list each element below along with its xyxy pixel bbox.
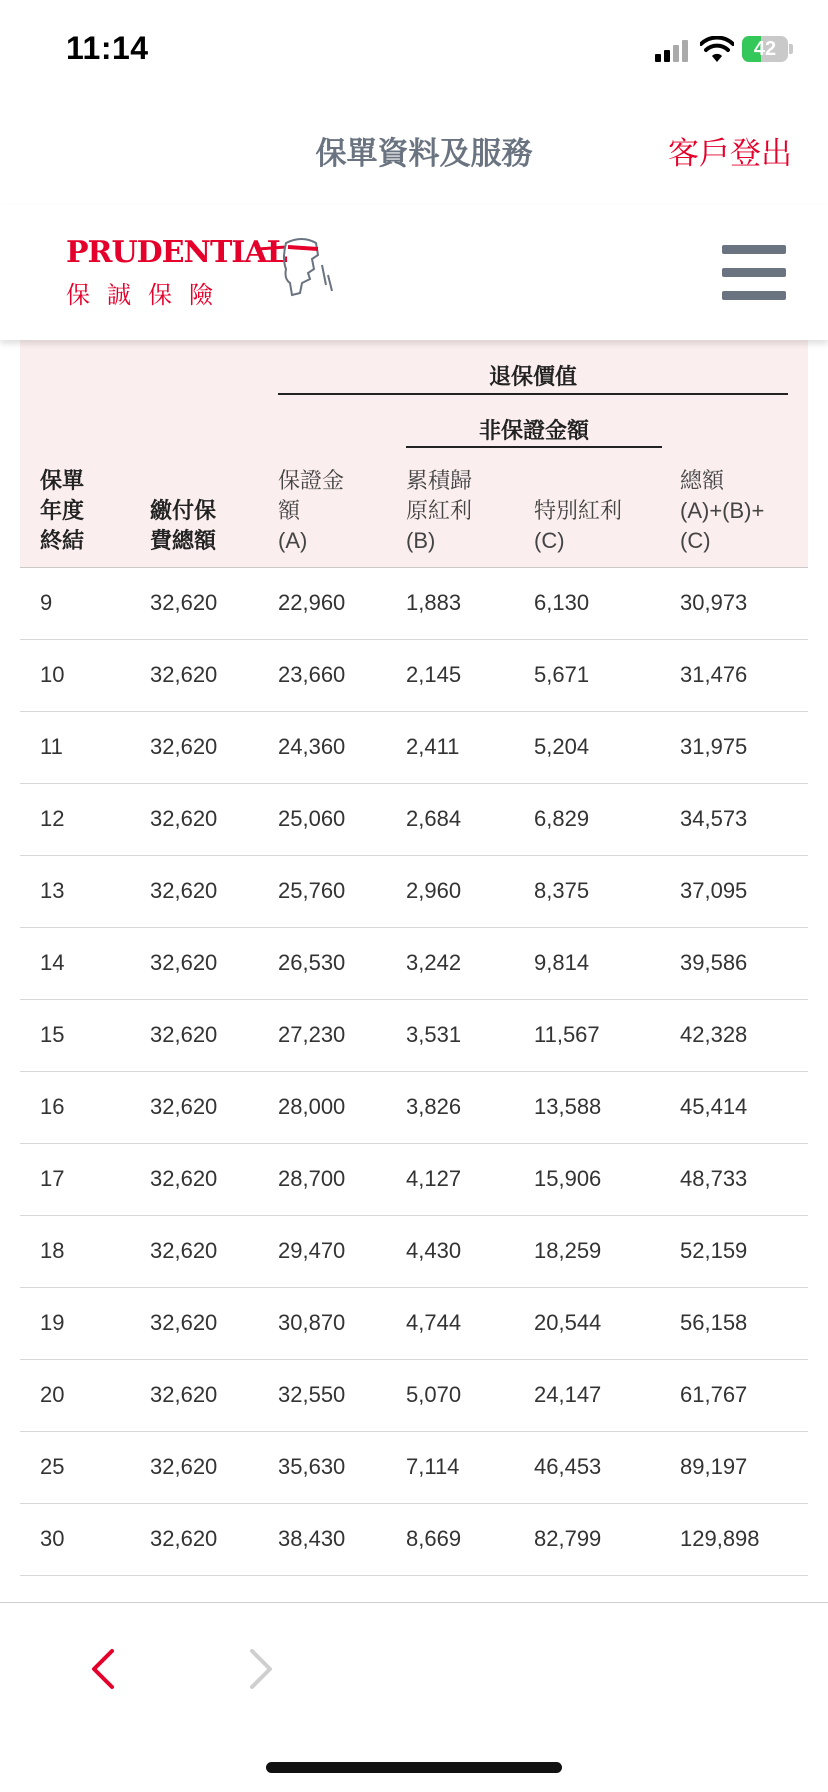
battery-percent: 42 <box>753 38 777 60</box>
cell-policy-year: 19 <box>40 1310 65 1335</box>
table-row <box>20 1360 808 1432</box>
battery-icon <box>742 36 788 62</box>
brand-bar <box>0 205 828 340</box>
cell-reversionary-bonus: 4,430 <box>406 1238 462 1263</box>
group-underline <box>278 393 788 395</box>
cellular-signal-icon <box>655 40 689 62</box>
table-row <box>20 712 808 784</box>
cell-policy-year: 13 <box>40 878 65 903</box>
cell-policy-year: 16 <box>40 1094 65 1119</box>
cell-policy-year: 12 <box>40 806 65 831</box>
prudence-head-icon <box>256 235 336 299</box>
cell-reversionary-bonus: 2,960 <box>406 878 462 903</box>
cell-special-bonus: 8,375 <box>534 878 590 903</box>
logo-chinese-name: 保誠保險 <box>66 282 230 309</box>
cell-policy-year: 18 <box>40 1238 65 1263</box>
cell-reversionary-bonus: 7,114 <box>406 1454 460 1479</box>
cell-guaranteed: 25,760 <box>278 878 346 903</box>
cell-guaranteed: 29,470 <box>278 1238 346 1263</box>
cell-policy-year: 17 <box>40 1166 65 1191</box>
cell-guaranteed: 28,000 <box>278 1094 346 1119</box>
cell-special-bonus: 9,814 <box>534 950 590 975</box>
status-bar <box>0 0 828 100</box>
cell-premium: 32,620 <box>150 1382 218 1407</box>
cell-guaranteed: 26,530 <box>278 950 346 975</box>
cell-reversionary-bonus: 1,883 <box>406 590 462 615</box>
wifi-icon <box>700 36 734 64</box>
cell-special-bonus: 15,906 <box>534 1166 602 1191</box>
chevron-right-icon[interactable] <box>240 1647 280 1691</box>
cell-policy-year: 11 <box>40 734 63 759</box>
cell-premium: 32,620 <box>150 1238 218 1263</box>
cell-premium: 32,620 <box>150 878 218 903</box>
subgroup-underline <box>406 446 662 448</box>
table-row <box>20 640 808 712</box>
cell-guaranteed: 22,960 <box>278 590 346 615</box>
cell-policy-year: 9 <box>40 590 53 615</box>
table-row <box>20 1000 808 1072</box>
cell-total: 48,733 <box>680 1166 748 1191</box>
cell-special-bonus: 6,829 <box>534 806 590 831</box>
table-row <box>20 784 808 856</box>
col-header-premium: 繳付保 費總額 <box>150 498 217 553</box>
cell-guaranteed: 30,870 <box>278 1310 346 1335</box>
cell-reversionary-bonus: 4,127 <box>406 1166 462 1191</box>
table-row <box>20 856 808 928</box>
battery-cap <box>789 44 793 54</box>
cell-special-bonus: 20,544 <box>534 1310 602 1335</box>
cell-policy-year: 25 <box>40 1454 65 1479</box>
cell-special-bonus: 11,567 <box>534 1022 600 1047</box>
table-row <box>20 1576 808 1602</box>
cell-guaranteed: 32,550 <box>278 1382 346 1407</box>
cell-premium: 32,620 <box>150 1454 218 1479</box>
cell-special-bonus: 18,259 <box>534 1238 602 1263</box>
table-row <box>20 1288 808 1360</box>
cell-reversionary-bonus: 2,684 <box>406 806 462 831</box>
cell-reversionary-bonus: 8,669 <box>406 1526 462 1551</box>
cell-guaranteed: 25,060 <box>278 806 346 831</box>
cell-total: 52,159 <box>680 1238 748 1263</box>
cell-total: 89,197 <box>680 1454 748 1479</box>
cell-reversionary-bonus: 4,744 <box>406 1310 462 1335</box>
table-row <box>20 1072 808 1144</box>
cell-premium: 32,620 <box>150 1022 218 1047</box>
cell-total: 34,573 <box>680 806 748 831</box>
cell-total: 30,973 <box>680 590 748 615</box>
cell-special-bonus: 6,130 <box>534 590 590 615</box>
cell-total: 31,975 <box>680 734 748 759</box>
table-row <box>20 1216 808 1288</box>
cell-special-bonus: 82,799 <box>534 1526 602 1551</box>
cell-guaranteed: 23,660 <box>278 662 346 687</box>
table-row <box>20 568 808 640</box>
cell-reversionary-bonus: 3,826 <box>406 1094 462 1119</box>
cell-total: 31,476 <box>680 662 748 687</box>
cell-total: 39,586 <box>680 950 748 975</box>
cell-reversionary-bonus: 3,242 <box>406 950 462 975</box>
table-row <box>20 1432 808 1504</box>
cell-premium: 32,620 <box>150 1094 218 1119</box>
cell-special-bonus: 13,588 <box>534 1094 602 1119</box>
cell-guaranteed: 35,630 <box>278 1454 346 1479</box>
col-header-reversionary-bonus: 累積歸 原紅利 (B) <box>406 468 473 553</box>
col-header-policy-year: 保單 年度 終結 <box>40 468 85 553</box>
cell-reversionary-bonus: 5,070 <box>406 1382 462 1407</box>
table-row <box>20 1144 808 1216</box>
cell-premium: 32,620 <box>150 1526 218 1551</box>
cell-policy-year: 30 <box>40 1526 65 1551</box>
col-header-total: 總額 (A)+(B)+ (C) <box>680 468 765 553</box>
cell-premium: 32,620 <box>150 734 218 759</box>
prudential-logo[interactable] <box>66 235 326 315</box>
clock: 11:14 <box>66 30 149 66</box>
cell-total: 61,767 <box>680 1382 748 1407</box>
cell-policy-year: 20 <box>40 1382 65 1407</box>
cell-premium: 32,620 <box>150 950 218 975</box>
logo-wordmark: PRUDENTIAL <box>66 235 287 270</box>
cell-total: 45,414 <box>680 1094 748 1119</box>
cell-total: 56,158 <box>680 1310 748 1335</box>
col-header-special-bonus: 特別紅利 (C) <box>534 498 623 553</box>
cell-special-bonus: 5,204 <box>534 734 590 759</box>
hamburger-menu-icon[interactable] <box>722 245 786 301</box>
col-header-guaranteed: 保證金 額 (A) <box>278 468 345 553</box>
cell-guaranteed: 38,430 <box>278 1526 346 1551</box>
cell-total: 42,328 <box>680 1022 748 1047</box>
surrender-value-table <box>20 340 808 1602</box>
home-indicator[interactable] <box>266 1762 562 1773</box>
cell-reversionary-bonus: 2,145 <box>406 662 462 687</box>
cell-premium: 32,620 <box>150 1310 218 1335</box>
cell-policy-year: 14 <box>40 950 65 975</box>
cell-special-bonus: 24,147 <box>534 1382 602 1407</box>
cell-reversionary-bonus: 2,411 <box>406 734 460 759</box>
table-row <box>20 928 808 1000</box>
non-guaranteed-group-header: 非保證金額 <box>478 418 589 443</box>
cell-guaranteed: 24,360 <box>278 734 346 759</box>
logout-link[interactable]: 客戶登出 <box>668 136 792 171</box>
cell-premium: 32,620 <box>150 662 218 687</box>
cell-total: 37,095 <box>680 878 748 903</box>
table-body <box>20 568 808 1602</box>
cell-premium: 32,620 <box>150 590 218 615</box>
cell-special-bonus: 5,671 <box>534 662 590 687</box>
surrender-value-group-header: 退保價值 <box>488 364 577 389</box>
cell-reversionary-bonus: 3,531 <box>406 1022 462 1047</box>
cell-special-bonus: 46,453 <box>534 1454 602 1479</box>
cell-guaranteed: 28,700 <box>278 1166 346 1191</box>
cell-policy-year: 10 <box>40 662 65 687</box>
table-header <box>20 340 808 568</box>
page-title: 保單資料及服務 <box>315 136 533 171</box>
cell-total: 129,898 <box>680 1526 760 1551</box>
chevron-left-icon[interactable] <box>84 1647 124 1691</box>
cell-policy-year: 15 <box>40 1022 65 1047</box>
table-row <box>20 1504 808 1576</box>
cell-premium: 32,620 <box>150 806 218 831</box>
cell-premium: 32,620 <box>150 1166 218 1191</box>
cell-guaranteed: 27,230 <box>278 1022 346 1047</box>
